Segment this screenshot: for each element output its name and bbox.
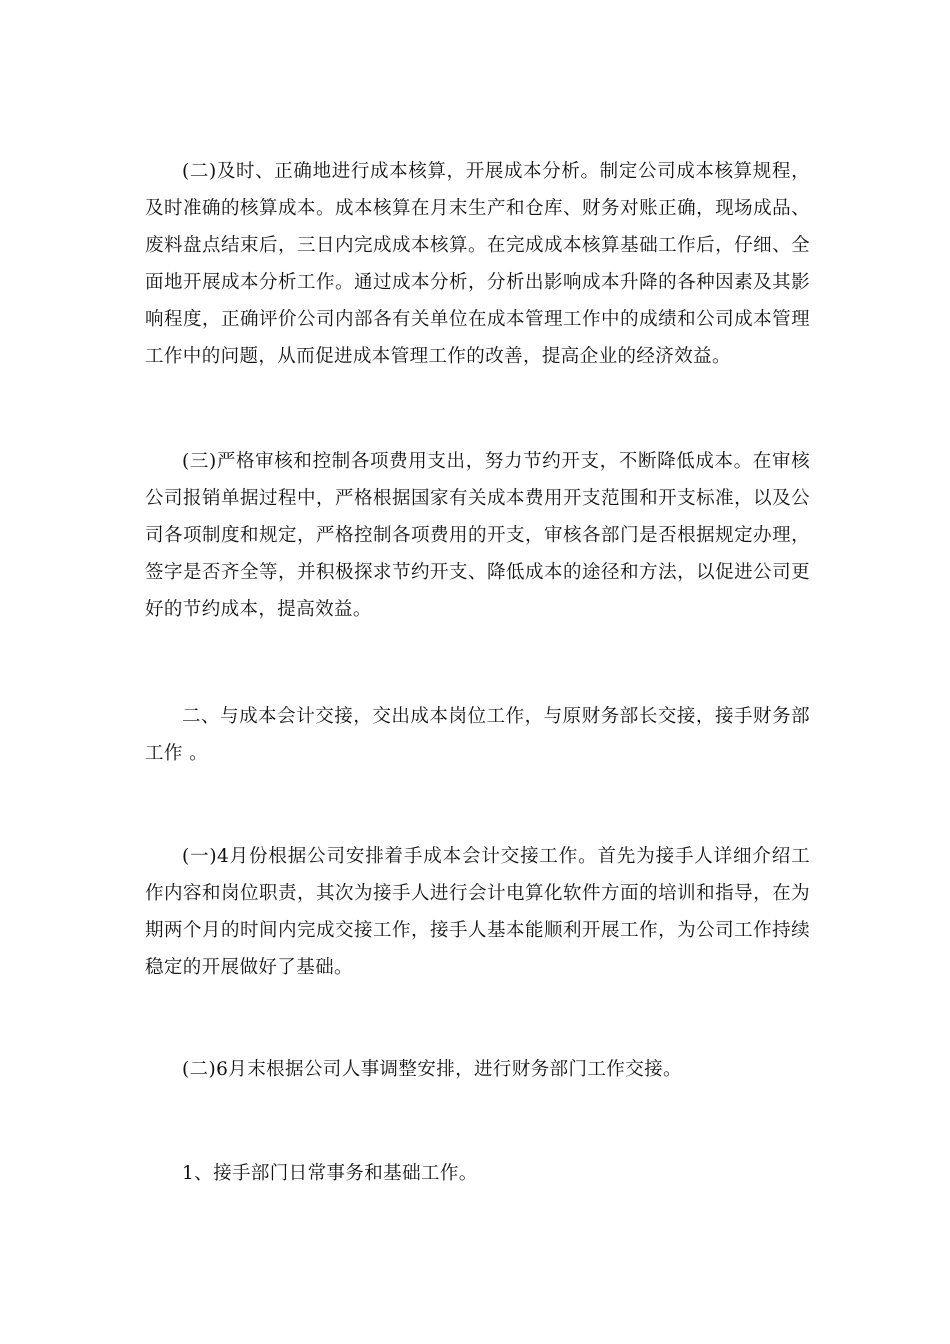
- paragraph-cost-accounting-analysis: (二)及时、正确地进行成本核算，开展成本分析。制定公司成本核算规程，及时准确的核算成本。成本核算在月末生产和仓库、财务对账正确，现场成品、废料盘点结束后，三日内完成成本核算。在完成成本核算基础工作后，仔细、全面地开展成本分析工作。通过成本分析，分析出影响成本升降的各种因素及其影响程度，正确评价公司内部各有关单位在成本管理工作中的成绩和公司成本管理工作中的问题，从而促进成本管理工作的改善，提高企业的经济效益。: [145, 161, 810, 367]
- paragraph-june-handover: (二)6月末根据公司人事调整安排，进行财务部门工作交接。: [182, 1059, 682, 1080]
- section-heading-handover: 二、与成本会计交接，交出成本岗位工作，与原财务部长交接，接手财务部工作 。: [145, 706, 810, 764]
- paragraph-april-handover: (一)4月份根据公司安排着手成本会计交接工作。首先为接手人详细介绍工作内容和岗位职责，其次为接手人进行会计电算化软件方面的培训和指导，在为期两个月的时间内完成交接工作，接手人基本能顺利开展工作，为公司工作持续稳定的开展做好了基础。: [145, 846, 810, 978]
- list-item-daily-affairs: 1、接手部门日常事务和基础工作。: [182, 1163, 478, 1184]
- paragraph-expense-control: (三)严格审核和控制各项费用支出，努力节约开支，不断降低成本。在审核公司报销单据过程中，严格根据国家有关成本费用开支范围和开支标准，以及公司各项制度和规定，严格控制各项费用的开支，审核各部门是否根据规定办理，签字是否齐全等，并积极探求节约开支、降低成本的途径和方法，以促进公司更好的节约成本，提高效益。: [145, 451, 810, 620]
